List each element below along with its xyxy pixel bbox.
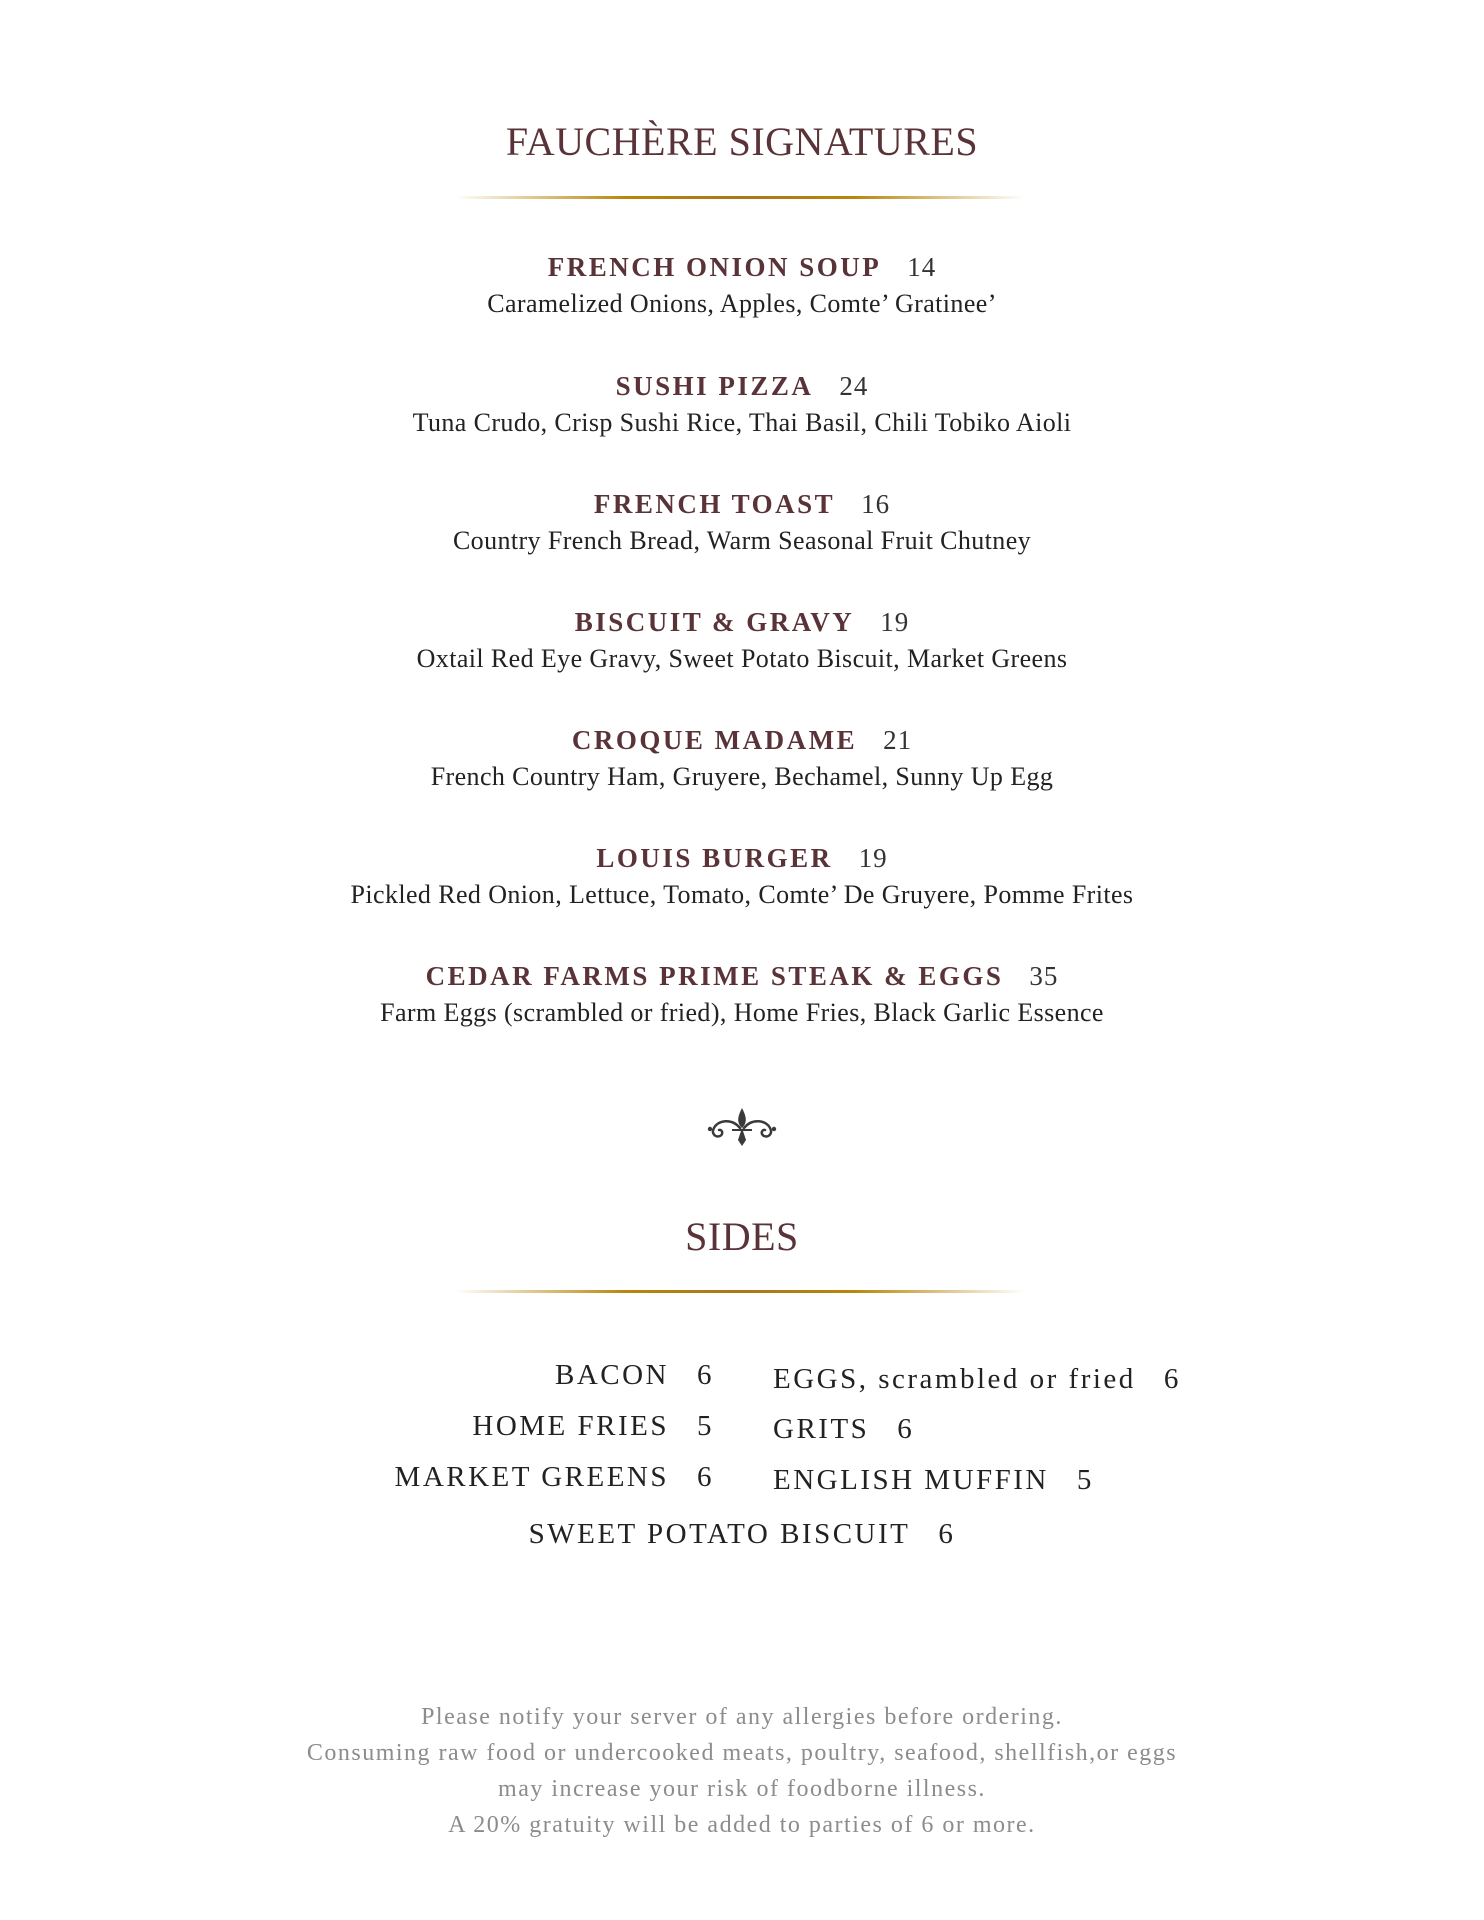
sides-title: SIDES <box>685 1214 799 1259</box>
disclaimer-line: Please notify your server of any allergies before ordering. <box>421 1704 1063 1730</box>
side-price: 5 <box>1076 1464 1094 1496</box>
side-name: ENGLISH MUFFIN <box>773 1464 1049 1496</box>
menu-item <box>0 605 1484 677</box>
side-item <box>773 1462 1094 1498</box>
side-name: MARKET GREENS <box>394 1461 669 1493</box>
side-item <box>773 1411 914 1447</box>
menu-item <box>0 250 1484 322</box>
item-description: French Country Ham, Gruyere, Bechamel, Sunny Up Egg <box>430 762 1054 791</box>
item-name: FRENCH ONION SOUP <box>547 252 882 282</box>
item-price: 19 <box>880 607 910 637</box>
item-name: SUSHI PIZZA <box>615 371 814 401</box>
signatures-divider <box>455 196 1025 199</box>
disclaimer-line: Consuming raw food or undercooked meats, poultry, seafood, shellfish,or eggs <box>306 1740 1178 1766</box>
side-price: 5 <box>697 1410 714 1442</box>
side-item <box>0 1516 1484 1552</box>
side-name: SWEET POTATO BISCUIT <box>528 1518 911 1550</box>
item-price: 19 <box>858 843 888 873</box>
disclaimer-footer <box>0 1699 1484 1843</box>
item-name: CROQUE MADAME <box>571 725 858 755</box>
item-description: Pickled Red Onion, Lettuce, Tomato, Comte’ De Gruyere, Pomme Frites <box>350 880 1134 909</box>
disclaimer-line: A 20% gratuity will be added to parties of 6 or more. <box>448 1812 1036 1838</box>
signatures-title: FAUCHÈRE SIGNATURES <box>505 119 979 164</box>
side-price: 6 <box>938 1518 956 1550</box>
side-item <box>555 1357 714 1393</box>
menu-item <box>0 959 1484 1031</box>
item-name: BISCUIT & GRAVY <box>574 607 855 637</box>
item-description: Tuna Crudo, Crisp Sushi Rice, Thai Basil, Chili Tobiko Aioli <box>412 408 1072 437</box>
item-description: Farm Eggs (scrambled or fried), Home Fries, Black Garlic Essence <box>380 998 1104 1027</box>
item-description: Caramelized Onions, Apples, Comte’ Gratinee’ <box>487 289 997 318</box>
side-name: EGGS, scrambled or fried <box>773 1363 1136 1395</box>
fleur-de-lis-flourish-icon <box>702 1102 782 1152</box>
side-price: 6 <box>1163 1363 1181 1395</box>
menu-item <box>0 369 1484 441</box>
side-name: BACON <box>554 1359 669 1391</box>
item-name: LOUIS BURGER <box>596 843 833 873</box>
item-price: 14 <box>907 252 937 282</box>
side-name: GRITS <box>773 1413 870 1445</box>
side-name: HOME FRIES <box>472 1410 669 1442</box>
item-price: 24 <box>839 371 869 401</box>
side-price: 6 <box>697 1359 714 1391</box>
item-name: CEDAR FARMS PRIME STEAK & EGGS <box>425 961 1004 991</box>
item-description: Oxtail Red Eye Gravy, Sweet Potato Biscuit, Market Greens <box>416 644 1068 673</box>
menu-item <box>0 723 1484 795</box>
side-item <box>395 1459 714 1495</box>
side-price: 6 <box>897 1413 915 1445</box>
disclaimer-line: may increase your risk of foodborne illness. <box>498 1776 986 1802</box>
item-description: Country French Bread, Warm Seasonal Fruit Chutney <box>452 526 1032 555</box>
menu-item <box>0 487 1484 559</box>
item-price: 21 <box>883 725 913 755</box>
menu-item <box>0 841 1484 913</box>
item-name: FRENCH TOAST <box>593 489 836 519</box>
item-price: 16 <box>861 489 891 519</box>
side-item <box>773 1361 1181 1397</box>
side-item <box>472 1408 714 1444</box>
item-price: 35 <box>1029 961 1059 991</box>
side-price: 6 <box>697 1461 714 1493</box>
sides-divider <box>455 1290 1025 1293</box>
